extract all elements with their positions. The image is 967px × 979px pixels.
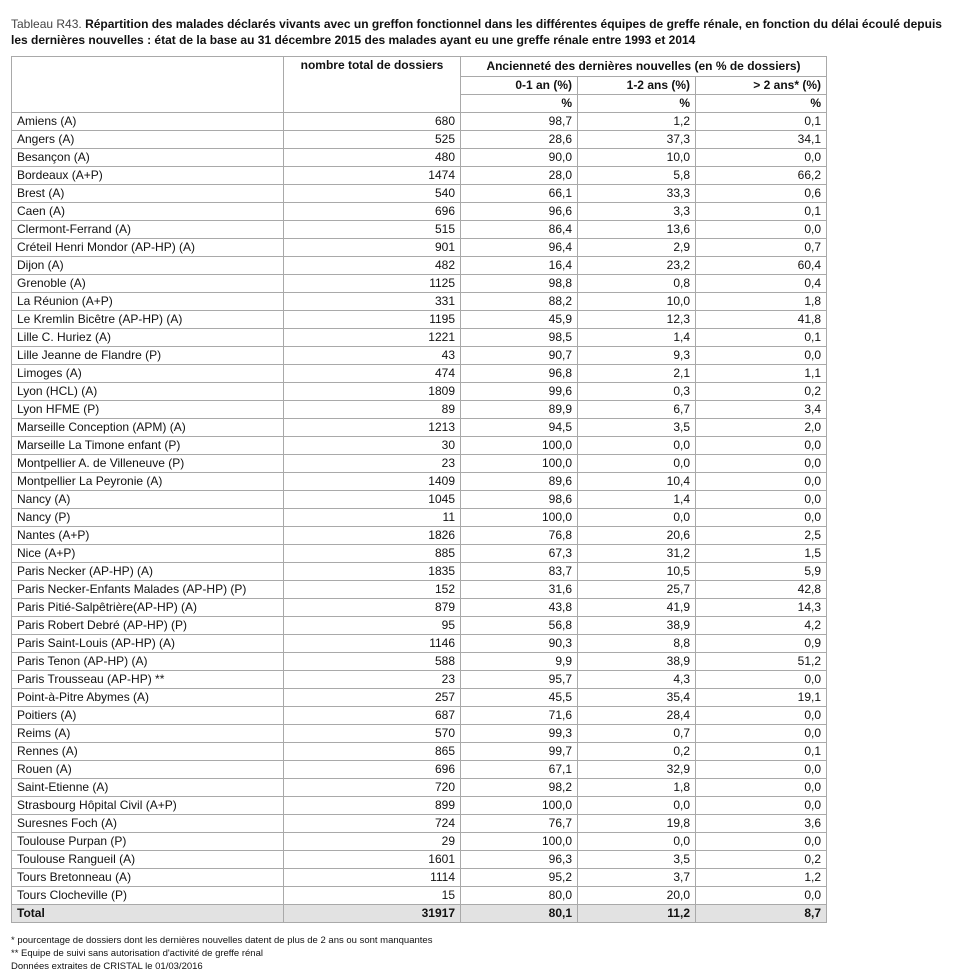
pct-0-1-an: 100,0 [461, 509, 578, 527]
pct-plus-2-ans: 0,0 [696, 491, 827, 509]
pct-1-2-ans: 0,0 [578, 455, 696, 473]
pct-1-2-ans: 31,2 [578, 545, 696, 563]
total-dossiers: 1195 [284, 311, 461, 329]
header-anciennete: Ancienneté des dernières nouvelles (en % de dossiers) [461, 57, 827, 77]
pct-0-1-an: 99,6 [461, 383, 578, 401]
team-name: Besançon (A) [12, 149, 284, 167]
pct-1-2-ans: 0,2 [578, 743, 696, 761]
total-dossiers: 1125 [284, 275, 461, 293]
total-dossiers: 1601 [284, 851, 461, 869]
pct-plus-2-ans: 0,7 [696, 239, 827, 257]
pct-1-2-ans: 20,0 [578, 887, 696, 905]
table-row [12, 725, 827, 743]
pct-1-2-ans: 2,9 [578, 239, 696, 257]
total-dossiers: 480 [284, 149, 461, 167]
total-dossiers: 720 [284, 779, 461, 797]
team-name: Saint-Etienne (A) [12, 779, 284, 797]
pct-1-2-ans: 10,0 [578, 149, 696, 167]
table-row [12, 689, 827, 707]
pct-plus-2-ans: 0,0 [696, 779, 827, 797]
team-name: Lille Jeanne de Flandre (P) [12, 347, 284, 365]
table-row [12, 869, 827, 887]
pct-0-1-an: 76,8 [461, 527, 578, 545]
pct-0-1-an: 67,3 [461, 545, 578, 563]
pct-plus-2-ans: 0,2 [696, 851, 827, 869]
pct-plus-2-ans: 0,0 [696, 725, 827, 743]
total-plus-2-ans: 8,7 [696, 905, 827, 923]
pct-0-1-an: 66,1 [461, 185, 578, 203]
team-name: Paris Saint-Louis (AP-HP) (A) [12, 635, 284, 653]
pct-plus-2-ans: 0,1 [696, 203, 827, 221]
table-row [12, 545, 827, 563]
table-row [12, 635, 827, 653]
total-dossiers: 1045 [284, 491, 461, 509]
total-dossiers: 1213 [284, 419, 461, 437]
data-table [11, 56, 827, 923]
total-dossiers: 1146 [284, 635, 461, 653]
pct-0-1-an: 98,6 [461, 491, 578, 509]
table-row [12, 257, 827, 275]
pct-0-1-an: 98,2 [461, 779, 578, 797]
team-name: Nice (A+P) [12, 545, 284, 563]
total-0-1-an: 80,1 [461, 905, 578, 923]
pct-1-2-ans: 1,2 [578, 113, 696, 131]
pct-plus-2-ans: 14,3 [696, 599, 827, 617]
table-row [12, 491, 827, 509]
total-dossiers: 95 [284, 617, 461, 635]
total-dossiers: 540 [284, 185, 461, 203]
pct-0-1-an: 9,9 [461, 653, 578, 671]
pct-plus-2-ans: 5,9 [696, 563, 827, 581]
footnotes [11, 934, 432, 973]
total-dossiers: 30 [284, 437, 461, 455]
total-dossiers: 15 [284, 887, 461, 905]
pct-1-2-ans: 4,3 [578, 671, 696, 689]
pct-plus-2-ans: 0,0 [696, 707, 827, 725]
pct-1-2-ans: 35,4 [578, 689, 696, 707]
team-name: Toulouse Purpan (P) [12, 833, 284, 851]
pct-0-1-an: 96,6 [461, 203, 578, 221]
total-dossiers: 23 [284, 671, 461, 689]
pct-plus-2-ans: 1,5 [696, 545, 827, 563]
team-name: Strasbourg Hôpital Civil (A+P) [12, 797, 284, 815]
total-dossiers: 11 [284, 509, 461, 527]
total-dossiers: 152 [284, 581, 461, 599]
table-row [12, 473, 827, 491]
team-name: Amiens (A) [12, 113, 284, 131]
team-name: Lyon (HCL) (A) [12, 383, 284, 401]
total-1-2-ans: 11,2 [578, 905, 696, 923]
total-dossiers: 724 [284, 815, 461, 833]
table-row [12, 599, 827, 617]
pct-1-2-ans: 41,9 [578, 599, 696, 617]
pct-plus-2-ans: 0,0 [696, 347, 827, 365]
team-name: Nantes (A+P) [12, 527, 284, 545]
header-1-2-ans: 1-2 ans (%) [578, 77, 696, 95]
pct-0-1-an: 28,0 [461, 167, 578, 185]
header-total-dossiers: nombre total de dossiers [284, 57, 461, 113]
footnote-1: * pourcentage de dossiers dont les dernières nouvelles datent de plus de 2 ans ou sont manquantes [11, 935, 433, 946]
total-dossiers: 687 [284, 707, 461, 725]
pct-plus-2-ans: 2,5 [696, 527, 827, 545]
total-dossiers: 899 [284, 797, 461, 815]
pct-0-1-an: 90,0 [461, 149, 578, 167]
pct-1-2-ans: 20,6 [578, 527, 696, 545]
pct-0-1-an: 76,7 [461, 815, 578, 833]
header-0-1-an: 0-1 an (%) [461, 77, 578, 95]
pct-1-2-ans: 0,0 [578, 833, 696, 851]
total-dossiers: 1826 [284, 527, 461, 545]
pct-0-1-an: 56,8 [461, 617, 578, 635]
header-team [12, 57, 284, 113]
pct-0-1-an: 67,1 [461, 761, 578, 779]
pct-0-1-an: 89,6 [461, 473, 578, 491]
table-row [12, 401, 827, 419]
pct-0-1-an: 43,8 [461, 599, 578, 617]
table-row [12, 617, 827, 635]
team-name: Angers (A) [12, 131, 284, 149]
table-caption: Répartition des malades déclarés vivants avec un greffon fonctionnel dans les différentes équipes de greffe rénale, en fonction du délai écoulé depuis les dernières nouvelles : état de la base au 31 décembre 2015 des malades ayant eu une greffe rénale entre 1993 et 2014 [11, 17, 942, 47]
pct-plus-2-ans: 19,1 [696, 689, 827, 707]
table-row [12, 239, 827, 257]
team-name: Montpellier A. de Villeneuve (P) [12, 455, 284, 473]
table-row [12, 419, 827, 437]
header-unit-col1: % [461, 95, 578, 113]
pct-1-2-ans: 10,0 [578, 293, 696, 311]
table-row [12, 833, 827, 851]
total-dossiers: 23 [284, 455, 461, 473]
team-name: Paris Robert Debré (AP-HP) (P) [12, 617, 284, 635]
pct-plus-2-ans: 0,1 [696, 743, 827, 761]
team-name: Clermont-Ferrand (A) [12, 221, 284, 239]
team-name: Caen (A) [12, 203, 284, 221]
total-label: Total [12, 905, 284, 923]
team-name: Montpellier La Peyronie (A) [12, 473, 284, 491]
pct-0-1-an: 88,2 [461, 293, 578, 311]
table-row [12, 113, 827, 131]
team-name: Rennes (A) [12, 743, 284, 761]
pct-plus-2-ans: 0,0 [696, 149, 827, 167]
total-dossiers: 482 [284, 257, 461, 275]
table-row [12, 671, 827, 689]
table-row [12, 293, 827, 311]
footnote-2: ** Equipe de suivi sans autorisation d'activité de greffe rénal [11, 948, 263, 959]
pct-0-1-an: 71,6 [461, 707, 578, 725]
team-name: Le Kremlin Bicêtre (AP-HP) (A) [12, 311, 284, 329]
pct-plus-2-ans: 3,6 [696, 815, 827, 833]
total-dossiers: 43 [284, 347, 461, 365]
team-name: Lille C. Huriez (A) [12, 329, 284, 347]
pct-plus-2-ans: 0,9 [696, 635, 827, 653]
table-row [12, 455, 827, 473]
team-name: Tours Clocheville (P) [12, 887, 284, 905]
pct-plus-2-ans: 0,0 [696, 671, 827, 689]
table-row [12, 311, 827, 329]
table-row [12, 581, 827, 599]
pct-plus-2-ans: 0,0 [696, 887, 827, 905]
pct-1-2-ans: 38,9 [578, 653, 696, 671]
pct-0-1-an: 89,9 [461, 401, 578, 419]
pct-0-1-an: 99,7 [461, 743, 578, 761]
pct-1-2-ans: 10,4 [578, 473, 696, 491]
pct-plus-2-ans: 0,0 [696, 473, 827, 491]
total-dossiers: 1474 [284, 167, 461, 185]
pct-plus-2-ans: 41,8 [696, 311, 827, 329]
table-number: Tableau R43. [11, 17, 82, 31]
total-dossiers: 588 [284, 653, 461, 671]
pct-plus-2-ans: 3,4 [696, 401, 827, 419]
pct-0-1-an: 98,7 [461, 113, 578, 131]
pct-1-2-ans: 19,8 [578, 815, 696, 833]
pct-plus-2-ans: 0,0 [696, 221, 827, 239]
pct-1-2-ans: 32,9 [578, 761, 696, 779]
pct-1-2-ans: 12,3 [578, 311, 696, 329]
pct-plus-2-ans: 42,8 [696, 581, 827, 599]
total-dossiers: 680 [284, 113, 461, 131]
total-dossiers: 879 [284, 599, 461, 617]
pct-1-2-ans: 0,7 [578, 725, 696, 743]
table-footer [12, 905, 827, 923]
pct-0-1-an: 100,0 [461, 833, 578, 851]
table-row [12, 887, 827, 905]
pct-0-1-an: 16,4 [461, 257, 578, 275]
total-dossiers: 29 [284, 833, 461, 851]
total-dossiers: 1221 [284, 329, 461, 347]
pct-0-1-an: 94,5 [461, 419, 578, 437]
team-name: Rouen (A) [12, 761, 284, 779]
pct-0-1-an: 96,3 [461, 851, 578, 869]
pct-1-2-ans: 3,3 [578, 203, 696, 221]
team-name: Marseille Conception (APM) (A) [12, 419, 284, 437]
team-name: Marseille La Timone enfant (P) [12, 437, 284, 455]
pct-1-2-ans: 5,8 [578, 167, 696, 185]
team-name: Paris Necker-Enfants Malades (AP-HP) (P) [12, 581, 284, 599]
total-dossiers: 1809 [284, 383, 461, 401]
total-dossiers: 1835 [284, 563, 461, 581]
pct-1-2-ans: 0,3 [578, 383, 696, 401]
team-name: Paris Trousseau (AP-HP) ** [12, 671, 284, 689]
pct-plus-2-ans: 60,4 [696, 257, 827, 275]
total-dossiers: 31917 [284, 905, 461, 923]
pct-1-2-ans: 0,0 [578, 509, 696, 527]
pct-0-1-an: 31,6 [461, 581, 578, 599]
pct-0-1-an: 100,0 [461, 797, 578, 815]
pct-1-2-ans: 0,8 [578, 275, 696, 293]
pct-1-2-ans: 1,4 [578, 329, 696, 347]
footnote-source: Données extraites de CRISTAL le 01/03/2016 [11, 961, 203, 972]
table-row [12, 707, 827, 725]
pct-1-2-ans: 0,0 [578, 437, 696, 455]
team-name: Lyon HFME (P) [12, 401, 284, 419]
pct-1-2-ans: 13,6 [578, 221, 696, 239]
pct-plus-2-ans: 0,4 [696, 275, 827, 293]
pct-plus-2-ans: 0,0 [696, 509, 827, 527]
team-name: Paris Tenon (AP-HP) (A) [12, 653, 284, 671]
table-row [12, 221, 827, 239]
total-dossiers: 1114 [284, 869, 461, 887]
pct-0-1-an: 99,3 [461, 725, 578, 743]
pct-1-2-ans: 1,8 [578, 779, 696, 797]
total-dossiers: 474 [284, 365, 461, 383]
table-row [12, 185, 827, 203]
table-row [12, 761, 827, 779]
team-name: Paris Necker (AP-HP) (A) [12, 563, 284, 581]
table-header [12, 57, 827, 113]
pct-1-2-ans: 33,3 [578, 185, 696, 203]
pct-0-1-an: 95,7 [461, 671, 578, 689]
pct-0-1-an: 100,0 [461, 455, 578, 473]
table-row [12, 527, 827, 545]
pct-plus-2-ans: 0,0 [696, 797, 827, 815]
table-body [12, 113, 827, 905]
pct-plus-2-ans: 66,2 [696, 167, 827, 185]
header-plus-2-ans: > 2 ans* (%) [696, 77, 827, 95]
team-name: Point-à-Pitre Abymes (A) [12, 689, 284, 707]
pct-1-2-ans: 23,2 [578, 257, 696, 275]
pct-0-1-an: 45,9 [461, 311, 578, 329]
pct-plus-2-ans: 0,1 [696, 329, 827, 347]
pct-1-2-ans: 9,3 [578, 347, 696, 365]
table-row [12, 329, 827, 347]
team-name: Nancy (A) [12, 491, 284, 509]
pct-1-2-ans: 3,7 [578, 869, 696, 887]
pct-1-2-ans: 38,9 [578, 617, 696, 635]
team-name: Poitiers (A) [12, 707, 284, 725]
total-dossiers: 865 [284, 743, 461, 761]
pct-0-1-an: 98,8 [461, 275, 578, 293]
pct-1-2-ans: 8,8 [578, 635, 696, 653]
table-row [12, 347, 827, 365]
pct-plus-2-ans: 2,0 [696, 419, 827, 437]
pct-plus-2-ans: 1,8 [696, 293, 827, 311]
team-name: Limoges (A) [12, 365, 284, 383]
table-row [12, 437, 827, 455]
pct-plus-2-ans: 0,0 [696, 437, 827, 455]
pct-1-2-ans: 37,3 [578, 131, 696, 149]
pct-1-2-ans: 6,7 [578, 401, 696, 419]
pct-plus-2-ans: 51,2 [696, 653, 827, 671]
total-dossiers: 696 [284, 761, 461, 779]
total-dossiers: 331 [284, 293, 461, 311]
total-row [12, 905, 827, 923]
pct-1-2-ans: 1,4 [578, 491, 696, 509]
total-dossiers: 570 [284, 725, 461, 743]
table-row [12, 365, 827, 383]
pct-plus-2-ans: 4,2 [696, 617, 827, 635]
total-dossiers: 696 [284, 203, 461, 221]
pct-0-1-an: 100,0 [461, 437, 578, 455]
table-row [12, 743, 827, 761]
total-dossiers: 257 [284, 689, 461, 707]
team-name: Paris Pitié-Salpêtrière(AP-HP) (A) [12, 599, 284, 617]
team-name: Dijon (A) [12, 257, 284, 275]
total-dossiers: 525 [284, 131, 461, 149]
pct-plus-2-ans: 0,2 [696, 383, 827, 401]
pct-0-1-an: 98,5 [461, 329, 578, 347]
team-name: Reims (A) [12, 725, 284, 743]
pct-1-2-ans: 3,5 [578, 851, 696, 869]
pct-0-1-an: 96,4 [461, 239, 578, 257]
table-row [12, 167, 827, 185]
pct-0-1-an: 86,4 [461, 221, 578, 239]
pct-plus-2-ans: 1,2 [696, 869, 827, 887]
pct-1-2-ans: 25,7 [578, 581, 696, 599]
pct-1-2-ans: 0,0 [578, 797, 696, 815]
table-row [12, 131, 827, 149]
table-row [12, 851, 827, 869]
pct-plus-2-ans: 0,1 [696, 113, 827, 131]
table-row [12, 779, 827, 797]
pct-0-1-an: 80,0 [461, 887, 578, 905]
header-unit-col2: % [578, 95, 696, 113]
pct-plus-2-ans: 1,1 [696, 365, 827, 383]
team-name: La Réunion (A+P) [12, 293, 284, 311]
table-row [12, 563, 827, 581]
pct-1-2-ans: 3,5 [578, 419, 696, 437]
pct-plus-2-ans: 0,0 [696, 833, 827, 851]
pct-0-1-an: 90,7 [461, 347, 578, 365]
team-name: Grenoble (A) [12, 275, 284, 293]
table-title [11, 16, 961, 48]
table-row [12, 149, 827, 167]
table-row [12, 509, 827, 527]
pct-1-2-ans: 2,1 [578, 365, 696, 383]
team-name: Créteil Henri Mondor (AP-HP) (A) [12, 239, 284, 257]
total-dossiers: 515 [284, 221, 461, 239]
team-name: Suresnes Foch (A) [12, 815, 284, 833]
pct-plus-2-ans: 34,1 [696, 131, 827, 149]
pct-0-1-an: 83,7 [461, 563, 578, 581]
pct-0-1-an: 28,6 [461, 131, 578, 149]
table-row [12, 797, 827, 815]
pct-plus-2-ans: 0,6 [696, 185, 827, 203]
pct-0-1-an: 45,5 [461, 689, 578, 707]
total-dossiers: 901 [284, 239, 461, 257]
pct-plus-2-ans: 0,0 [696, 761, 827, 779]
table-row [12, 653, 827, 671]
team-name: Bordeaux (A+P) [12, 167, 284, 185]
team-name: Nancy (P) [12, 509, 284, 527]
pct-0-1-an: 90,3 [461, 635, 578, 653]
table-row [12, 203, 827, 221]
table-row [12, 383, 827, 401]
pct-0-1-an: 95,2 [461, 869, 578, 887]
team-name: Tours Bretonneau (A) [12, 869, 284, 887]
total-dossiers: 1409 [284, 473, 461, 491]
total-dossiers: 89 [284, 401, 461, 419]
pct-0-1-an: 96,8 [461, 365, 578, 383]
pct-1-2-ans: 10,5 [578, 563, 696, 581]
table-row [12, 275, 827, 293]
header-unit-col3: % [696, 95, 827, 113]
team-name: Toulouse Rangueil (A) [12, 851, 284, 869]
team-name: Brest (A) [12, 185, 284, 203]
total-dossiers: 885 [284, 545, 461, 563]
pct-1-2-ans: 28,4 [578, 707, 696, 725]
table-row [12, 815, 827, 833]
pct-plus-2-ans: 0,0 [696, 455, 827, 473]
